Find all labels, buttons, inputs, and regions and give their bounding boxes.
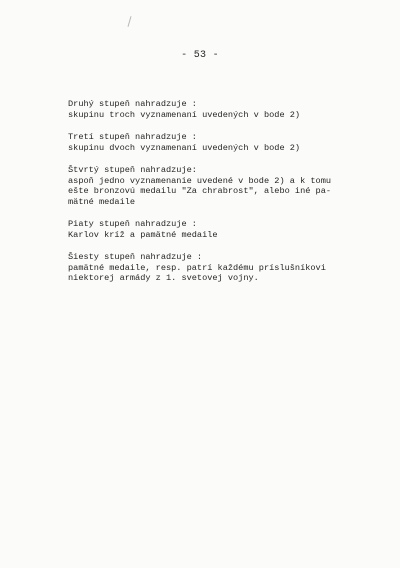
section-line: aspoň jedno vyznamenanie uvedené v bode 2) a k tomu — [68, 175, 332, 186]
section-line: mätné medaile — [68, 196, 136, 207]
section-sixth-degree — [68, 252, 368, 284]
section-line: niektorej armády z 1. svetovej vojny. — [68, 273, 259, 283]
section-third-degree — [68, 132, 368, 153]
section-line: pamätné medaile, resp. patrí každému príslušníkovi — [68, 262, 326, 273]
pencil-mark — [128, 16, 132, 27]
section-heading: Štvrtý stupeň nahradzuje: — [68, 165, 197, 175]
section-heading: Tretí stupeň nahradzuje : — [68, 132, 197, 142]
section-heading: Piaty stupeň nahradzuje : — [68, 219, 197, 229]
section-line: skupinu dvoch vyznamenaní uvedených v bode 2) — [68, 142, 301, 153]
section-line: ešte bronzovú medailu "Za chrabrost", alebo iné pa- — [68, 186, 332, 196]
section-line: Karlov kríž a pamätné medaile — [68, 229, 218, 240]
section-fifth-degree — [68, 219, 368, 240]
section-line: skupinu troch vyznamenaní uvedených v bode 2) — [68, 109, 301, 120]
document-body — [68, 99, 368, 296]
section-fourth-degree — [68, 165, 368, 207]
section-heading: Druhý stupeň nahradzuje : — [68, 99, 197, 109]
section-heading: Šiesty stupeň nahradzuje : — [68, 252, 203, 262]
section-second-degree — [68, 99, 368, 120]
page-number: - 53 - — [181, 50, 219, 61]
